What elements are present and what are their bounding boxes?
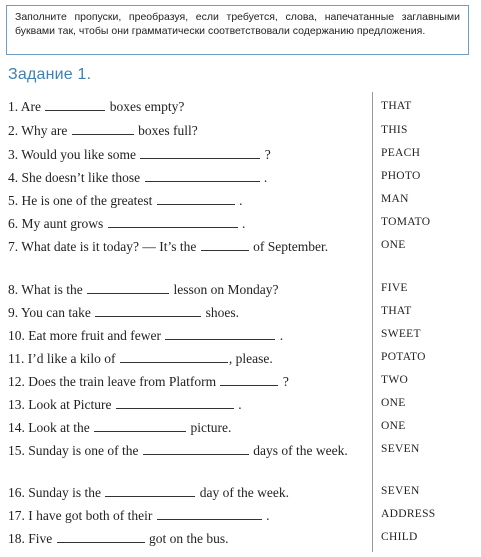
- answer-blank-14[interactable]: [94, 419, 186, 432]
- word-11: POTATO: [381, 351, 426, 363]
- answer-blank-1[interactable]: [45, 98, 105, 111]
- question-6: 6. My aunt grows .: [8, 216, 246, 231]
- word-5: MAN: [381, 193, 409, 205]
- word-8: FIVE: [381, 282, 408, 294]
- word-9: THAT: [381, 305, 412, 317]
- question-18: 18. Five got on the bus.: [8, 531, 229, 546]
- answer-blank-18[interactable]: [57, 530, 145, 543]
- word-3: PEACH: [381, 147, 421, 159]
- question-13: 13. Look at Picture .: [8, 397, 242, 412]
- instructions-box: [6, 5, 469, 55]
- word-7: ONE: [381, 239, 406, 251]
- column-divider: [372, 92, 373, 552]
- answer-blank-12[interactable]: [220, 373, 278, 386]
- answer-blank-17[interactable]: [157, 507, 262, 520]
- answer-blank-3[interactable]: [140, 146, 260, 159]
- question-10: 10. Eat more fruit and fewer .: [8, 328, 284, 343]
- answer-blank-4[interactable]: [145, 169, 260, 182]
- question-9: 9. You can take shoes.: [8, 305, 239, 320]
- answer-blank-13[interactable]: [116, 396, 234, 409]
- question-16: 16. Sunday is the day of the week.: [8, 485, 289, 500]
- word-14: ONE: [381, 420, 406, 432]
- question-2: 2. Why are boxes full?: [8, 123, 198, 138]
- question-12: 12. Does the train leave from Platform ?: [8, 374, 289, 389]
- question-1: 1. Are boxes empty?: [8, 99, 185, 114]
- word-10: SWEET: [381, 328, 421, 340]
- question-3: 3. Would you like some ?: [8, 147, 271, 162]
- word-6: TOMATO: [381, 216, 431, 228]
- instructions-text: Заполните пропуски, преобразуя, если требуется, слова, напечатанные заглавными буквами так, чтобы они грамматически соответствовали содержанию предложения.: [15, 11, 460, 37]
- question-14: 14. Look at the picture.: [8, 420, 232, 435]
- answer-blank-15[interactable]: [143, 442, 249, 455]
- answer-blank-2[interactable]: [72, 122, 134, 135]
- word-18: CHILD: [381, 531, 418, 543]
- word-15: SEVEN: [381, 443, 420, 455]
- answer-blank-16[interactable]: [105, 484, 195, 497]
- answer-blank-6[interactable]: [108, 215, 238, 228]
- word-2: THIS: [381, 124, 408, 136]
- word-4: PHOTO: [381, 170, 421, 182]
- question-8: 8. What is the lesson on Monday?: [8, 282, 279, 297]
- word-16: SEVEN: [381, 485, 420, 497]
- word-17: ADDRESS: [381, 508, 436, 520]
- answer-blank-9[interactable]: [95, 304, 201, 317]
- answer-blank-10[interactable]: [165, 327, 275, 340]
- question-17: 17. I have got both of their .: [8, 508, 270, 523]
- question-11: 11. I’d like a kilo of , please.: [8, 351, 273, 366]
- question-5: 5. He is one of the greatest .: [8, 193, 243, 208]
- question-4: 4. She doesn’t like those .: [8, 170, 268, 185]
- question-15: 15. Sunday is one of the days of the week.: [8, 443, 348, 458]
- answer-blank-5[interactable]: [157, 192, 235, 205]
- word-13: ONE: [381, 397, 406, 409]
- answer-blank-11[interactable]: [120, 350, 228, 363]
- question-7: 7. What date is it today? — It’s the of September.: [8, 239, 329, 254]
- task-title: Задание 1.: [8, 66, 92, 83]
- answer-blank-7[interactable]: [201, 238, 249, 251]
- answer-blank-8[interactable]: [87, 281, 169, 294]
- word-12: TWO: [381, 374, 409, 386]
- word-1: THAT: [381, 100, 412, 112]
